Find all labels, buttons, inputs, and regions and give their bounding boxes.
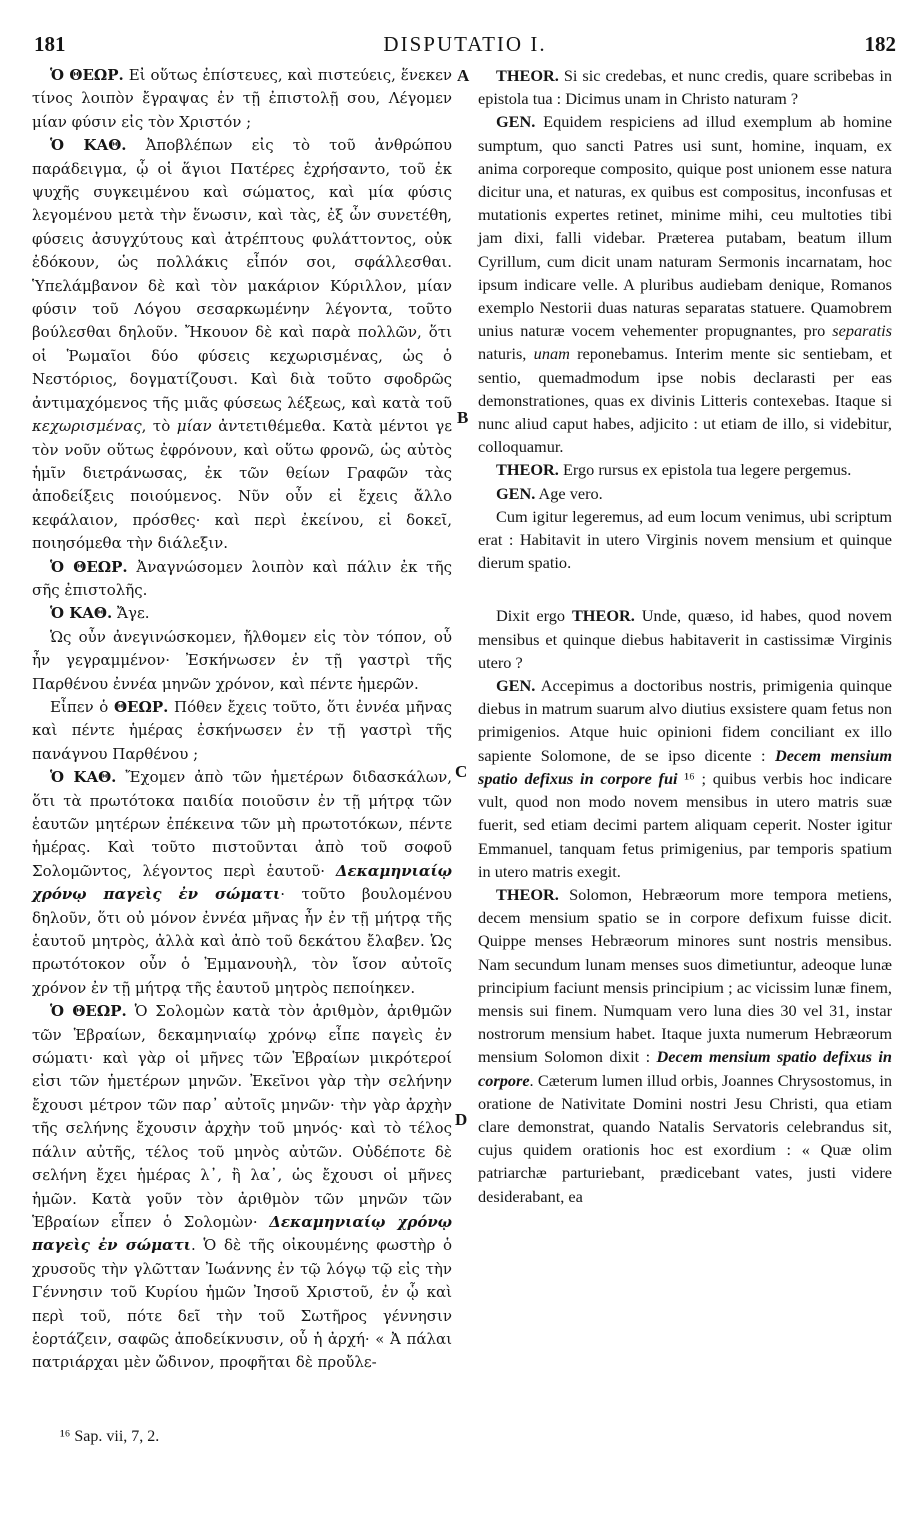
greek-paragraph (32, 556, 452, 603)
greek-paragraph (32, 602, 452, 625)
greek-column (32, 64, 452, 1375)
page-number-left: 181 (34, 32, 66, 56)
text: Ἀναγνώσομεν λοιπὸν καὶ πάλιν ἐκ τῆς σῆς ἐπιστολῆς. (32, 557, 452, 599)
text: Εἶπεν ὁ (50, 697, 114, 716)
footnote: ¹⁶ Sap. vii, 7, 2. (60, 1428, 160, 1445)
emphasis: Decem mensium spatio defixus in corpore (478, 1047, 892, 1090)
margin-letter-a: A (457, 66, 470, 85)
speaker: Ὁ ΚΑΘ. (50, 768, 117, 787)
speaker: THEOR. (496, 884, 559, 904)
speaker: GEN. (496, 112, 536, 132)
text: ἀντετιθέμεθα. Κατὰ μέντοι γε τὸν νοῦν οὕτως ἐφρόνουν, καὶ οὕτω φρονῶ, ὡς αὐτὸς ἡμῖν διετράνωσας, ἐκ τῶν θείων Γραφῶν τὰς ἀποδείξεις ποιούμενος. Νῦν οὖν εἰ ἔχεις ἄλλο κεφάλαιον, πρόσθες· καὶ περὶ ἐκείνου, εἰ δοκεῖ, ποιησόμεθα τὴν διάλεξιν. (32, 417, 452, 553)
page-number-right: 182 (864, 32, 896, 56)
emphasis: separatis (832, 321, 892, 341)
emphasis: Decem mensium spatio defixus in corpore fui (478, 745, 892, 788)
latin-paragraph (478, 458, 892, 481)
text: naturis, (478, 344, 534, 364)
text: Ἄγε. (112, 604, 150, 623)
latin-paragraph (478, 482, 892, 505)
speaker: Ὁ ΘΕΩΡ. (50, 66, 124, 84)
latin-column (478, 64, 892, 1208)
speaker: THEOR. (496, 460, 559, 480)
greek-paragraph (32, 64, 452, 134)
latin-paragraph (478, 604, 892, 674)
running-title: DISPUTATIO I. (383, 32, 547, 56)
speaker: GEN. (496, 483, 536, 503)
speaker: Ὁ ΚΑΘ. (50, 604, 113, 623)
text: Unde, quæso, id habes, quod novem mensibus et quinque diebus habitaverit in castissimæ Virginis utero ? (478, 606, 893, 672)
text: reponebamus. Interim mente sic sentiebam, et sentio, quemadmodum ipse nobis declarasti per eas demonstrationes, quas ex divinis Litteris contexebas. Itaque si nunc aliud caput habes, adjicito : ut etiam de illo, si videbitur, colloquamur. (478, 344, 893, 457)
greek-paragraph (32, 766, 452, 1000)
margin-letter-b: B (457, 408, 469, 427)
text: . Ὁ δὲ τῆς οἰκουμένης φωστὴρ ὁ χρυσοῦς τὴν γλῶτταν Ἰωάννης ἐν τῷ λόγῳ τῷ εἰς τὴν Γέννησιν τοῦ Κυρίου ἡμῶν Ἰησοῦ Χριστοῦ, ἐν ᾧ καὶ περὶ τοῦ, πότε δεῖ τὴν τοῦ Σωτῆρος γέννησιν ἑορτάζειν, σαφῶς ἀποδείκνυσιν, οὗ ἡ ἀρχή· « Ἀ πάλαι πατριάρχαι μὲν ὤδινον, προφῆται δὲ προὔλε- (32, 1236, 452, 1372)
text: . Cæterum lumen illud orbis, Joannes Chrysostomus, in oratione de Nativitate Domini nostri Jesu Christi, qua etiam clare demonstrat, quando Natalis Servatoris celebrandus sit, cujus quidem orationis hoc est exordium : « Quæ olim patriarchæ parturiebant, prædicebant vates, justi videre desiderabant, ea (478, 1070, 892, 1206)
speaker: GEN. (496, 676, 536, 696)
greek-paragraph (32, 1000, 452, 1375)
text: Πόθεν ἔχεις τοῦτο, ὅτι ἐννέα μῆνας καὶ πέντε ἡμέρας ἐσκήνωσεν ἐν τῇ γαστρὶ τῆς πανάγνου Παρθένου ; (32, 697, 452, 763)
speaker: Ὁ ΘΕΩΡ. (50, 557, 128, 576)
spacer (478, 574, 892, 604)
text: Si sic credebas, et nunc credis, quare scribebas in epistola tua : Dicimus unam in Christo naturam ? (478, 66, 892, 109)
emphasis: Δεκαμηνιαίῳ χρόνῳ παγεὶς ἐν σώματι (32, 861, 452, 904)
greek-paragraph: Ὡς οὖν ἀνεγινώσκομεν, ἤλθομεν εἰς τὸν τόπον, οὗ ἦν γεγραμμένον· Ἐσκήνωσεν ἐν τῇ γαστρὶ τῆς Παρθένου ἐννέα μηνῶν χρόνον, καὶ πέντε ἡμερῶν. (32, 627, 452, 693)
latin-paragraph (478, 110, 892, 458)
text: Age vero. (535, 483, 603, 503)
text: Ergo rursus ex epistola tua legere pergemus. (558, 460, 852, 480)
text: Dixit ergo (496, 606, 572, 626)
latin-paragraph (478, 674, 892, 883)
text: Ἔχομεν ἀπὸ τῶν ἡμετέρων διδασκάλων, ὅτι τὰ πρωτότοκα παιδία ποιοῦσιν ἐν τῇ μήτρᾳ τῶν ἑαυτῶν μητέρων ἐπέκεινα τῶν μὴ πρωτοτόκων, πέντε ἡμέρας. Καὶ τοῦτο πιστοῦνται ἀπὸ τοῦ σοφοῦ Σολομῶντος, λέγοντος περὶ ἑαυτοῦ· (32, 768, 452, 880)
speaker: THEOR. (571, 606, 635, 626)
speaker: Ὁ ΚΑΘ. (50, 136, 127, 155)
text: Accepimus a doctoribus nostris, primigenia quinque diebus in matrum suarum alvo diutius exsistere quam fetus non primigenios. Atque huic opinioni fidem conciliant ex illo sapiente Solomone, de se ipso dicente : (478, 676, 892, 765)
text: ; quibus verbis hoc indicare vult, quod non modo novem mensibus in utero matris suæ fuerit, sed etiam decimi partem aliquam ceperit. Noster igitur Emmanuel, tanquam fetus primigenius, par temporis spatium in utero matris exegit. (478, 768, 892, 881)
emphasis: Δεκαμηνιαίῳ χρόνῳ παγεὶς ἐν σώματι (32, 1212, 453, 1255)
page-header (28, 32, 902, 62)
greek-paragraph (32, 134, 452, 555)
emphasis: κεχωρισμένας (32, 417, 142, 436)
emphasis: μίαν (176, 417, 212, 436)
text: Solomon, Hebræorum more tempora metiens, decem mensium spatio se in corpore defixum fuisse dicit. Quippe menses Hebræorum minores sunt nostris mensibus. Nam secundum lunam menses suos dimetiuntur, adeoque lunæ principium faciunt mensis principium ; ac vicissim lunæ finem, mensis sui finem. Numquam vero luna dies 30 vel 31, instar nostrorum mensium habet. Itaque juxta numerum Hebræorum mensium Solomon dixit : (478, 884, 892, 1067)
text: Εἰ οὕτως ἐπίστευες, καὶ πιστεύεις, ἕνεκεν τίνος λοιπὸν ἔγραψας ἐν τῇ ἐπιστολῇ σου, Λέγομεν μίαν φύσιν εἰς τὸν Χριστόν ; (32, 66, 452, 131)
text: · τοῦτο βουλομένου δηλοῦν, ὅτι οὐ μόνον ἐννέα μῆνας ἦν ἐν τῇ μήτρᾳ τῆς ἑαυτοῦ μητρὸς, ἀλλὰ καὶ ἀπὸ τοῦ δεκάτου ἔλαβεν. Ὡς πρωτότοκον οὖν ὁ Ἐμμανουὴλ, τὸν ἴσον αὐτοῖς χρόνον ἐν τῇ μήτρᾳ τῆς ἑαυτοῦ μητρὸς πεποίηκεν. (32, 885, 452, 997)
footnote-ref: ¹⁶ (677, 768, 695, 788)
latin-paragraph (478, 883, 892, 1208)
emphasis: unam (533, 344, 570, 364)
speaker: Ὁ ΘΕΩΡ. (50, 1002, 127, 1021)
latin-paragraph (478, 64, 892, 110)
latin-paragraph: Cum igitur legeremus, ad eum locum venimus, ubi scriptum erat : Habitavit in utero Virginis novem mensium et quinque dierum spatio. (478, 506, 892, 573)
margin-letter-d: D (455, 1110, 468, 1129)
text: Ὁ Σολομὼν κατὰ τὸν ἀριθμὸν, ἀριθμῶν τῶν Ἑβραίων, δεκαμηνιαίῳ χρόνῳ εἶπε παγεὶς ἐν σώματι· καὶ γὰρ οἱ μῆνες τῶν Ἑβραίων μικρότεροί εἰσι τῶν ἡμετέρων μηνῶν. Ἐκεῖνοι γὰρ τὴν σελήνην ἔχουσι μέτρον τῶν παρ᾽ αὐτοῖς μηνῶν· τὴν γὰρ ἀρχὴν τῆς σελήνης ἔχουσιν ἀρχὴν τοῦ μηνός· καὶ τὸ τέλος πάλιν αὐτῆς, τέλος τοῦ μηνὸς αὐτῶν. Οὐδέποτε δὲ σελήνη ἔχει ἡμέρας λ᾽, ἢ λα᾽, ὡς ἔχουσι οἱ μῆνες ἡμῶν. Κατὰ γοῦν τὸν ἀριθμὸν τῶν μηνῶν τῶν Ἑβραίων εἶπεν ὁ Σολομὼν· (32, 1002, 452, 1231)
greek-paragraph (32, 696, 452, 766)
text: , τὸ (141, 417, 177, 436)
text: Equidem respiciens ad illud exemplum ab homine sumptum, quo sancti Patres usi sunt, homine, inquam, ex anima corporeque composito, quique post unionem esse natura dicitur una, et naturas, ex quibus est compositus, inconfusas et mutationis expertes retinet, minime mihi, ceu multoties tibi jam dixi, falli videbar. Præterea putabam, beatum illum Cyrillum, cum dicit unam naturam Sermonis incarnatam, hoc ipsum indicare velle. A pluribus audiebam denique, Romanos exemplo Nestorii duas naturas separatas statuere. Quamobrem unius naturæ vocem vehementer propugnantes, pro (478, 112, 892, 341)
speaker: ΘΕΩΡ. (113, 697, 169, 716)
margin-letter-c: C (455, 762, 468, 781)
speaker: THEOR. (496, 66, 559, 85)
text: Ἀποβλέπων εἰς τὸ τοῦ ἀνθρώπου παράδειγμα, ᾧ οἱ ἅγιοι Πατέρες ἐχρήσαντο, τοῦ ἐκ ψυχῆς συγκειμένου καὶ σώματος, καὶ μία φύσις λεγομένου μετὰ τὴν ἕνωσιν, καὶ τὰς, ἐξ ὧν συνετέθη, φύσεις ἀσυγχύτους καὶ ἀτρέπτους φυλάττοντος, οὐκ ἐδόκουν, ὡς πολλάκις εἶπόν σοι, σφάλλεσθαι. Ὑπελάμβανον δὲ καὶ τὸν μακάριον Κύριλλον, μίαν φύσιν τοῦ Λόγου σεσαρκωμένην λέγοντα, τοῦτο βούλεσθαι δηλοῦν. Ἤκουον δὲ καὶ παρὰ πολλῶν, ὅτι οἱ Ῥωμαῖοι δύο φύσεις κεχωρισμένας, ὡς ὁ Νεστόριος, δογματίζουσι. Καὶ διὰ τοῦτο σφοδρῶς ἀντιμαχόμενος τῆς μιᾶς φύσεως λέξεως, καὶ κατὰ τοῦ (32, 136, 452, 412)
